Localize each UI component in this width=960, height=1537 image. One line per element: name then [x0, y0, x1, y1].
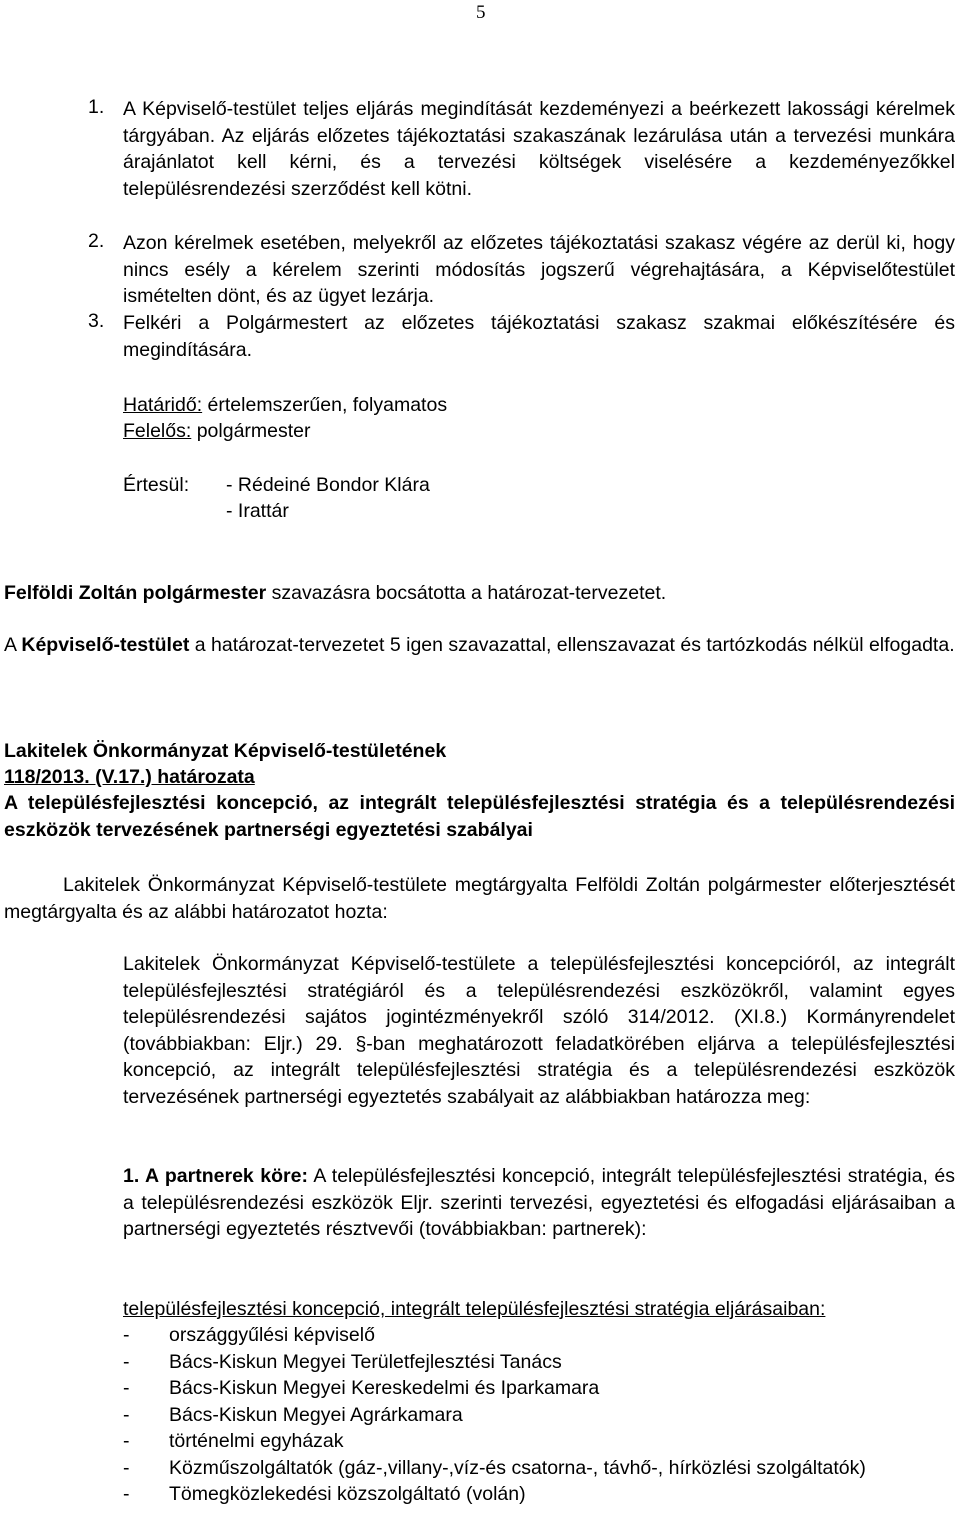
notify-recipient: - Rédeiné Bondor Klára — [226, 474, 430, 496]
partner-name: Bács-Kiskun Megyei Területfejlesztési Tanács — [169, 1350, 562, 1373]
vote-call-text: szavazásra bocsátotta a határozat-tervezetet. — [266, 582, 667, 604]
deadline-label: Határidő: — [123, 394, 203, 416]
partner-name: országgyűlési képviselő — [169, 1324, 375, 1346]
resolution-item — [0, 310, 960, 364]
decision-title: A településfejlesztési koncepció, az integrált településfejlesztési stratégia és a településrendezési eszközök tervezésének partnerségi egyeztetési szabályai — [4, 792, 955, 841]
list-item — [123, 1455, 955, 1482]
resolution-text: Azon kérelmek esetében, melyekről az előzetes tájékoztatási szakasz végére az derül ki, hogy nincs esély a kérelem szerinti módosítás jogszerű végrehajtására, a Képviselőtestület ismételten dönt, és az ügyet lezárja. — [123, 232, 955, 307]
responsible-value: polgármester — [191, 420, 311, 442]
dash-marker: - — [123, 1456, 130, 1479]
vote-call — [4, 580, 666, 607]
partner-name: történelmi egyházak — [169, 1430, 344, 1452]
council-name: Képviselő-testület — [21, 634, 190, 656]
responsible — [123, 418, 311, 445]
deadline — [123, 392, 447, 419]
list-item — [123, 1322, 955, 1349]
section-partners — [123, 1163, 955, 1243]
partner-name: Tömegközlekedési közszolgáltató (volán) — [169, 1483, 526, 1505]
section-text: A településfejlesztési koncepció, integrált településfejlesztési stratégia, és a településrendezési eszközök Eljr. szerinti tervezési, egyeztetési és elfogadási eljárásaiban a partnerségi egyeztetés résztvevői (továbbiakban: partnerek): — [123, 1165, 955, 1240]
partner-list-heading: településfejlesztési koncepció, integrált településfejlesztési stratégia eljárásaiban: — [123, 1298, 826, 1320]
decision-intro: Lakitelek Önkormányzat Képviselő-testülete megtárgyalta Felföldi Zoltán polgármester előterjesztését megtárgyalta és az alábbi határozatot hozta: — [4, 874, 955, 923]
page-number: 5 — [476, 2, 486, 23]
resolution-item — [0, 230, 960, 310]
dash-marker: - — [123, 1483, 130, 1505]
partner-name: Közműszolgáltatók (gáz-,villany-,víz-és csatorna-, távhő-, hírközlési szolgáltatók) — [169, 1456, 866, 1479]
dash-marker: - — [123, 1430, 130, 1452]
resolution-number: 1. — [88, 96, 105, 118]
list-item — [123, 1481, 955, 1508]
dash-marker: - — [123, 1377, 130, 1399]
dash-marker: - — [123, 1350, 130, 1373]
partner-list — [123, 1322, 955, 1508]
vote-result-pre: A — [4, 634, 22, 656]
decision-number: 118/2013. (V.17.) határozata — [4, 766, 255, 788]
list-item — [123, 1375, 955, 1402]
vote-result — [4, 632, 955, 659]
vote-result-text: a határozat-tervezetet 5 igen szavazattal, ellenszavazat és tartózkodás nélkül elfogadta. — [189, 634, 955, 656]
resolution-text: A Képviselő-testület teljes eljárás megindítását kezdeményezi a beérkezett lakossági kérelmek tárgyában. Az eljárás előzetes tájékoztatási szakaszának lezárulása után a tervezési munkára árajánlatot kell kérni, és a tervezési költségek viselésére a kezdeményezőkkel településrendezési szerződést kell kötni. — [123, 98, 955, 200]
responsible-label: Felelős: — [123, 420, 192, 442]
deadline-value: értelemszerűen, folyamatos — [202, 394, 448, 416]
decision-header: Lakitelek Önkormányzat Képviselő-testületének — [4, 740, 447, 762]
resolution-number: 3. — [88, 310, 105, 332]
notify-label: Értesül: — [123, 474, 190, 496]
mayor-name: Felföldi Zoltán polgármester — [4, 582, 267, 604]
dash-marker: - — [123, 1324, 130, 1346]
resolution-text: Felkéri a Polgármestert az előzetes tájékoztatási szakasz szakmai előkészítésére és megindítására. — [123, 312, 955, 361]
notify-recipient: - Irattár — [226, 500, 289, 522]
partner-name: Bács-Kiskun Megyei Kereskedelmi és Iparkamara — [169, 1377, 600, 1399]
partner-name: Bács-Kiskun Megyei Agrárkamara — [169, 1403, 463, 1426]
section-heading: 1. A partnerek köre: — [123, 1165, 308, 1187]
list-item — [123, 1428, 955, 1455]
resolution-number: 2. — [88, 230, 105, 252]
dash-marker: - — [123, 1403, 130, 1426]
list-item — [123, 1349, 955, 1376]
decision-body: Lakitelek Önkormányzat Képviselő-testülete a településfejlesztési koncepcióról, az integrált településfejlesztési stratégiáról és a településrendezési eszközökről, valamint egyes településrendezési sajátos jogintézményekről szóló 314/2012. (XI.8.) Kormányrendelet (továbbiakban: Eljr.) 29. §-ban meghatározott feladatkörében eljárva a településfejlesztési koncepció, az integrált településfejlesztési stratégia és a településrendezési eszközök tervezésének partnerségi egyeztetés szabályait az alábbiakban határozza meg: — [123, 953, 955, 1108]
resolution-item — [0, 96, 960, 230]
list-item — [123, 1402, 955, 1429]
resolution-list — [0, 96, 960, 364]
